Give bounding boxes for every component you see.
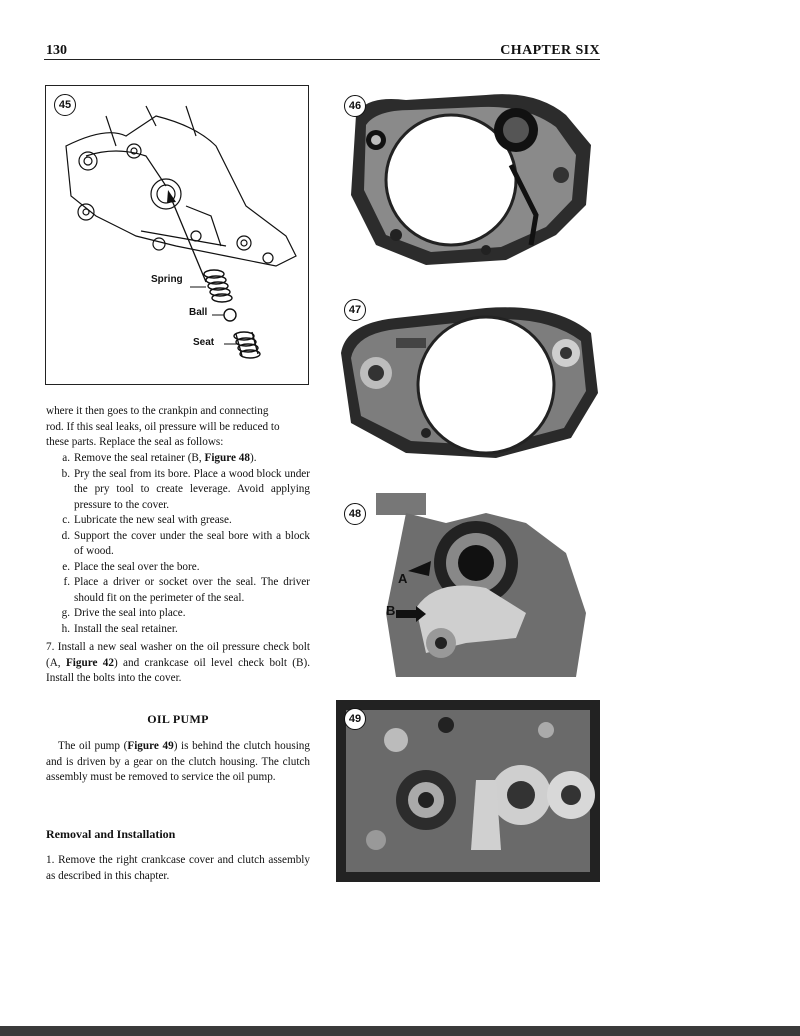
header-rule: [44, 59, 600, 60]
figure-reference[interactable]: Figure 42: [65, 656, 114, 669]
intro-line: these parts. Replace the seal as follows:: [46, 436, 224, 448]
ball-label: Ball: [189, 307, 208, 318]
list-item-text: Install the seal retainer.: [74, 622, 178, 635]
chapter-title: CHAPTER SIX: [500, 43, 600, 58]
list-item-text: Place the seal over the bore.: [74, 560, 200, 573]
oil-pump-paragraph: The oil pump (Figure 49) is behind the clutch housing and is driven by a gear on the clutch housing. The clutch assembly must be removed to service the oil pump.: [46, 740, 310, 783]
list-item-text: Drive the seal into place.: [74, 607, 186, 619]
spring-label: Spring: [151, 274, 183, 285]
figure-46-photo: [336, 85, 600, 270]
figure-47-number: 47: [344, 299, 366, 321]
list-item: [46, 451, 310, 467]
figure-45-drawing: [46, 86, 307, 383]
crankcase-inner-photo: [336, 293, 600, 465]
figure-49-number: 49: [344, 708, 366, 730]
intro-line: where it then goes to the crankpin and connecting: [46, 405, 269, 417]
list-item: [46, 467, 310, 514]
figure-47-photo: [336, 293, 600, 465]
figure-reference[interactable]: Figure 48: [204, 452, 250, 464]
crankcase-cover-photo: [336, 85, 600, 270]
list-item-key: e.: [62, 560, 70, 573]
list-item: [46, 529, 310, 560]
figure-reference[interactable]: Figure 49: [127, 740, 174, 752]
list-item: [46, 575, 310, 606]
oil-pump-heading: OIL PUMP: [147, 712, 209, 726]
seal-steps-list: [46, 451, 310, 637]
figure-48-number: 48: [344, 503, 366, 525]
list-item-key: h.: [61, 622, 70, 635]
viewer-bottom-bar: [0, 1026, 800, 1036]
figure-48-photo: [336, 493, 600, 677]
page-number: 130: [46, 43, 67, 58]
list-item: [46, 622, 310, 638]
seat-label: Seat: [193, 337, 215, 348]
list-item: [46, 606, 310, 622]
label-a: A: [398, 571, 408, 586]
list-item-key: c.: [62, 514, 70, 526]
list-item-text: Lubricate the new seal with grease.: [74, 514, 232, 526]
list-item-key: b.: [61, 467, 70, 480]
list-item-text: Place a driver or socket over the seal. The driver should fit on the perimeter of the seal.: [74, 576, 310, 604]
list-item: [46, 513, 310, 529]
list-item-key: g.: [61, 607, 70, 619]
figure-45-number: 45: [54, 94, 76, 116]
list-item-text: Pry the seal from its bore. Place a wood block under the pry tool to create leverage. Avoid applying pressure to the cover.: [74, 467, 310, 511]
oil-pump-photo: [336, 700, 600, 882]
removal-step-1: 1. Remove the right crankcase cover and clutch assembly as described in this chapter.: [46, 854, 310, 882]
list-item-key: f.: [63, 576, 70, 588]
figure-46-number: 46: [344, 95, 366, 117]
intro-line: rod. If this seal leaks, oil pressure will be reduced to: [46, 420, 280, 433]
list-item-key: d.: [61, 529, 70, 542]
figure-49-photo: [336, 700, 600, 882]
list-item-text: Support the cover under the seal bore with a block of wood.: [74, 529, 310, 557]
list-item: [46, 560, 310, 576]
seal-retainer-photo: [336, 493, 600, 677]
label-b: B: [386, 603, 396, 618]
figure-45-diagram: [45, 85, 309, 385]
intro-paragraph: [46, 404, 310, 451]
removal-heading: Removal and Installation: [46, 827, 176, 841]
step-7-paragraph: 7. Install a new seal washer on the oil pressure check bolt (A, Figure 42) and crankcase oil level check bolt (B). Install the bolts into the cover.: [46, 641, 310, 684]
list-item-text: Remove the seal retainer (B, Figure 48).: [74, 452, 257, 464]
list-item-key: a.: [62, 452, 70, 464]
